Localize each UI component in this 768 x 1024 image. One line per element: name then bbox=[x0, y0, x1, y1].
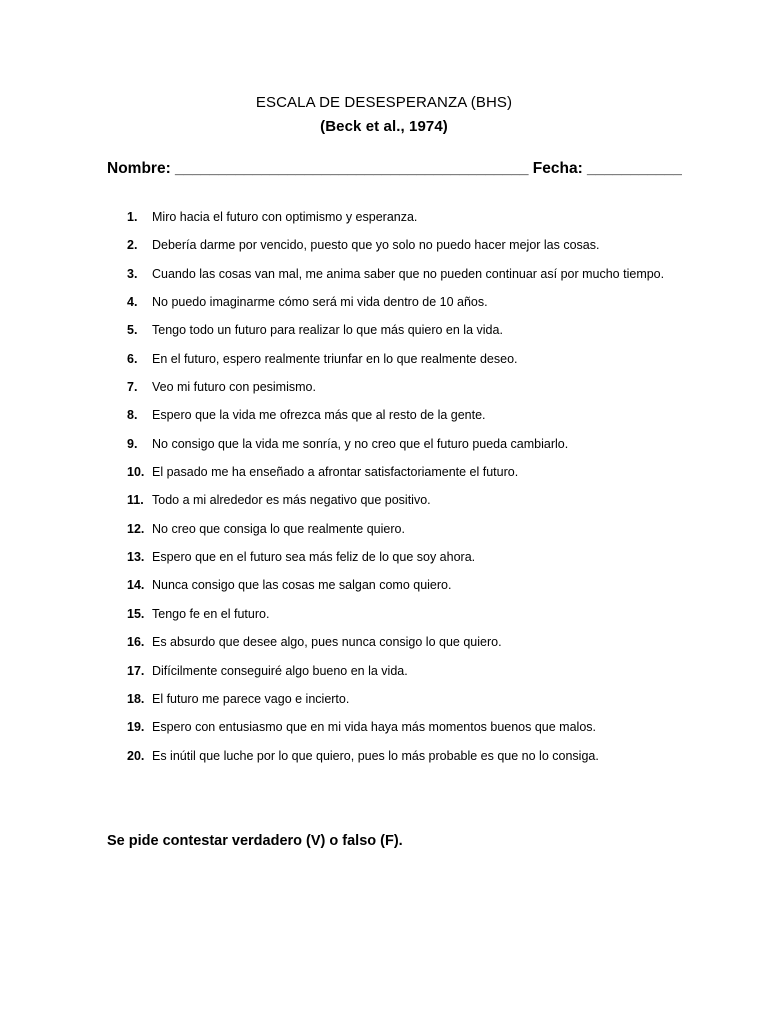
list-item bbox=[127, 486, 687, 514]
list-item bbox=[127, 657, 687, 685]
list-item bbox=[127, 231, 687, 259]
item-text: Es absurdo que desee algo, pues nunca consigo lo que quiero. bbox=[152, 635, 502, 650]
item-text: No puedo imaginarme cómo será mi vida dentro de 10 años. bbox=[152, 295, 488, 310]
item-text: Difícilmente conseguiré algo bueno en la vida. bbox=[152, 663, 408, 678]
item-text: Debería darme por vencido, puesto que yo solo no puedo hacer mejor las cosas. bbox=[152, 238, 600, 253]
item-number: 5. bbox=[127, 323, 138, 338]
item-number: 8. bbox=[127, 408, 138, 423]
list-item bbox=[127, 430, 687, 458]
list-item bbox=[127, 600, 687, 628]
item-text: Espero que en el futuro sea más feliz de lo que soy ahora. bbox=[152, 550, 476, 565]
item-text: Miro hacia el futuro con optimismo y esperanza. bbox=[152, 210, 418, 224]
list-item bbox=[127, 458, 687, 486]
list-item bbox=[127, 543, 687, 571]
item-text: El futuro me parece vago e incierto. bbox=[152, 691, 350, 706]
item-number: 17. bbox=[127, 663, 145, 678]
document-citation: (Beck et al., 1974) bbox=[320, 118, 448, 135]
item-text: En el futuro, espero realmente triunfar en lo que realmente deseo. bbox=[152, 351, 518, 366]
item-number: 19. bbox=[127, 720, 145, 735]
item-text: Tengo todo un futuro para realizar lo que más quiero en la vida. bbox=[152, 323, 503, 338]
item-number: 10. bbox=[127, 465, 145, 480]
list-item bbox=[127, 685, 687, 713]
list-item bbox=[127, 401, 687, 429]
item-text: Tengo fe en el futuro. bbox=[152, 606, 270, 621]
item-text: Veo mi futuro con pesimismo. bbox=[152, 380, 316, 395]
item-text: Nunca consigo que las cosas me salgan como quiero. bbox=[152, 578, 452, 593]
item-text: Todo a mi alrededor es más negativo que positivo. bbox=[152, 493, 431, 508]
item-text: Cuando las cosas van mal, me anima saber que no pueden continuar así por mucho tiempo. bbox=[152, 266, 665, 281]
item-number: 4. bbox=[127, 295, 138, 310]
item-number: 11. bbox=[127, 493, 144, 508]
list-item bbox=[127, 713, 687, 741]
item-text: Es inútil que luche por lo que quiero, pues lo más probable es que no lo consiga. bbox=[152, 748, 599, 763]
item-text: No creo que consiga lo que realmente quiero. bbox=[152, 521, 405, 536]
item-number: 1. bbox=[127, 210, 138, 224]
item-number: 3. bbox=[127, 266, 138, 281]
item-number: 16. bbox=[127, 635, 145, 650]
instruction-text: Se pide contestar verdadero (V) o falso (F). bbox=[107, 833, 403, 849]
list-item bbox=[127, 373, 687, 401]
list-item bbox=[127, 316, 687, 344]
item-number: 7. bbox=[127, 380, 138, 395]
list-item bbox=[127, 345, 687, 373]
item-number: 14. bbox=[127, 578, 145, 593]
list-item bbox=[127, 628, 687, 656]
item-list bbox=[127, 203, 687, 770]
list-item bbox=[127, 571, 687, 599]
list-item bbox=[127, 203, 687, 231]
list-item bbox=[127, 742, 687, 770]
item-text: No consigo que la vida me sonría, y no creo que el futuro pueda cambiarlo. bbox=[152, 436, 569, 451]
item-number: 6. bbox=[127, 351, 138, 366]
item-text: Espero que la vida me ofrezca más que al resto de la gente. bbox=[152, 408, 486, 423]
item-number: 20. bbox=[127, 748, 145, 763]
name-date-line: Nombre: _________________________________________ Fecha: ___________ bbox=[107, 160, 682, 177]
item-number: 9. bbox=[127, 436, 138, 451]
list-item bbox=[127, 260, 687, 288]
item-number: 15. bbox=[127, 606, 145, 621]
list-item bbox=[127, 288, 687, 316]
document-title: ESCALA DE DESESPERANZA (BHS) bbox=[255, 94, 513, 111]
item-number: 13. bbox=[127, 550, 145, 565]
item-number: 18. bbox=[127, 691, 145, 706]
item-text: Espero con entusiasmo que en mi vida haya más momentos buenos que malos. bbox=[152, 720, 596, 735]
list-item bbox=[127, 515, 687, 543]
item-number: 12. bbox=[127, 521, 145, 536]
item-text: El pasado me ha enseñado a afrontar satisfactoriamente el futuro. bbox=[152, 465, 519, 480]
item-number: 2. bbox=[127, 238, 138, 253]
